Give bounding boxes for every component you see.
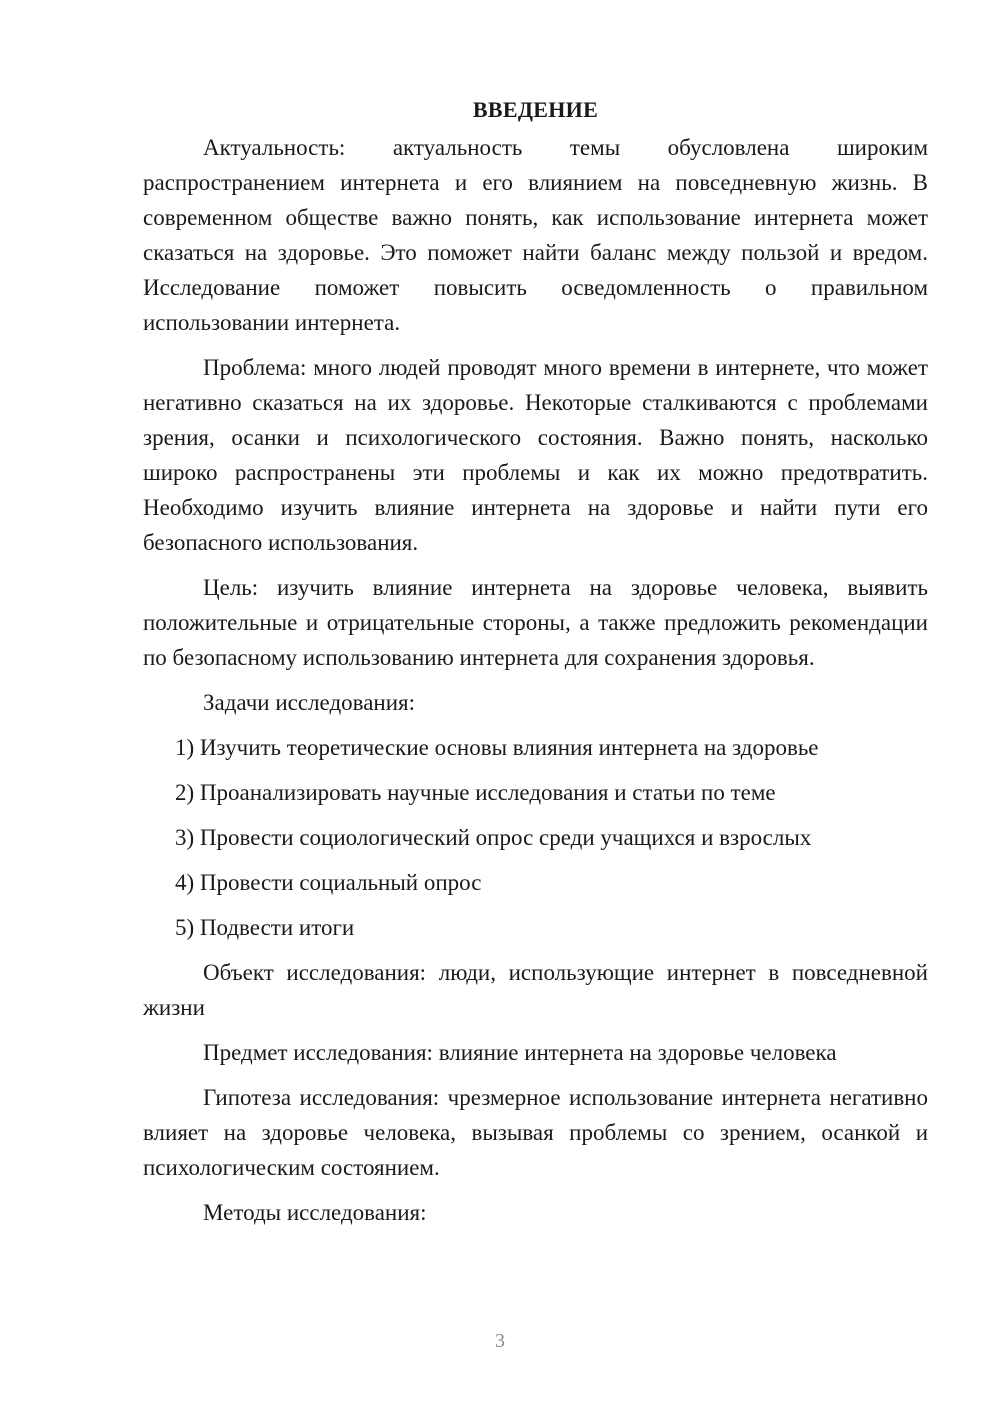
list-item: 3) Провести социологический опрос среди учащихся и взрослых [175,825,812,850]
subject-paragraph: Предмет исследования: влияние интернета на здоровье человека [203,1040,837,1065]
list-item: 4) Провести социальный опрос [175,870,482,895]
object-paragraph: Объект исследования: люди, использующие интернет в повседневной жизни [143,960,928,1020]
methods-heading: Методы исследования: [203,1200,427,1225]
tasks-list [143,730,928,945]
list-item: 5) Подвести итоги [175,915,355,940]
problem-paragraph: Проблема: много людей проводят много времени в интернете, что может негативно сказаться на их здоровье. Некоторые сталкиваются с проблемами зрения, осанки и психологического состояния. Важно понять, насколько широко распространены эти проблемы и как их можно предотвратить. Необходимо изучить влияние интернета на здоровье и найти пути его безопасного использования. [143,355,928,555]
hypothesis-paragraph: Гипотеза исследования: чрезмерное использование интернета негативно влияет на здоровье человека, вызывая проблемы со зрением, осанкой и психологическим состоянием. [143,1085,928,1180]
goal-paragraph: Цель: изучить влияние интернета на здоровье человека, выявить положительные и отрицательные стороны, а также предложить рекомендации по безопасному использованию интернета для сохранения здоровья. [143,575,928,670]
list-item: 1) Изучить теоретические основы влияния интернета на здоровье [175,735,819,760]
section-title: ВВЕДЕНИЕ [472,97,599,122]
page-number: 3 [495,1330,505,1352]
tasks-heading: Задачи исследования: [203,690,416,715]
page-content [143,92,928,1240]
relevance-paragraph: Актуальность: актуальность темы обусловлена широким распространением интернета и его влиянием на повседневную жизнь. В современном обществе важно понять, как использование интернета может сказаться на здоровье. Это поможет найти баланс между пользой и вредом. Исследование поможет повысить осведомленность о правильном использовании интернета. [143,135,928,335]
list-item: 2) Проанализировать научные исследования и статьи по теме [175,780,776,805]
